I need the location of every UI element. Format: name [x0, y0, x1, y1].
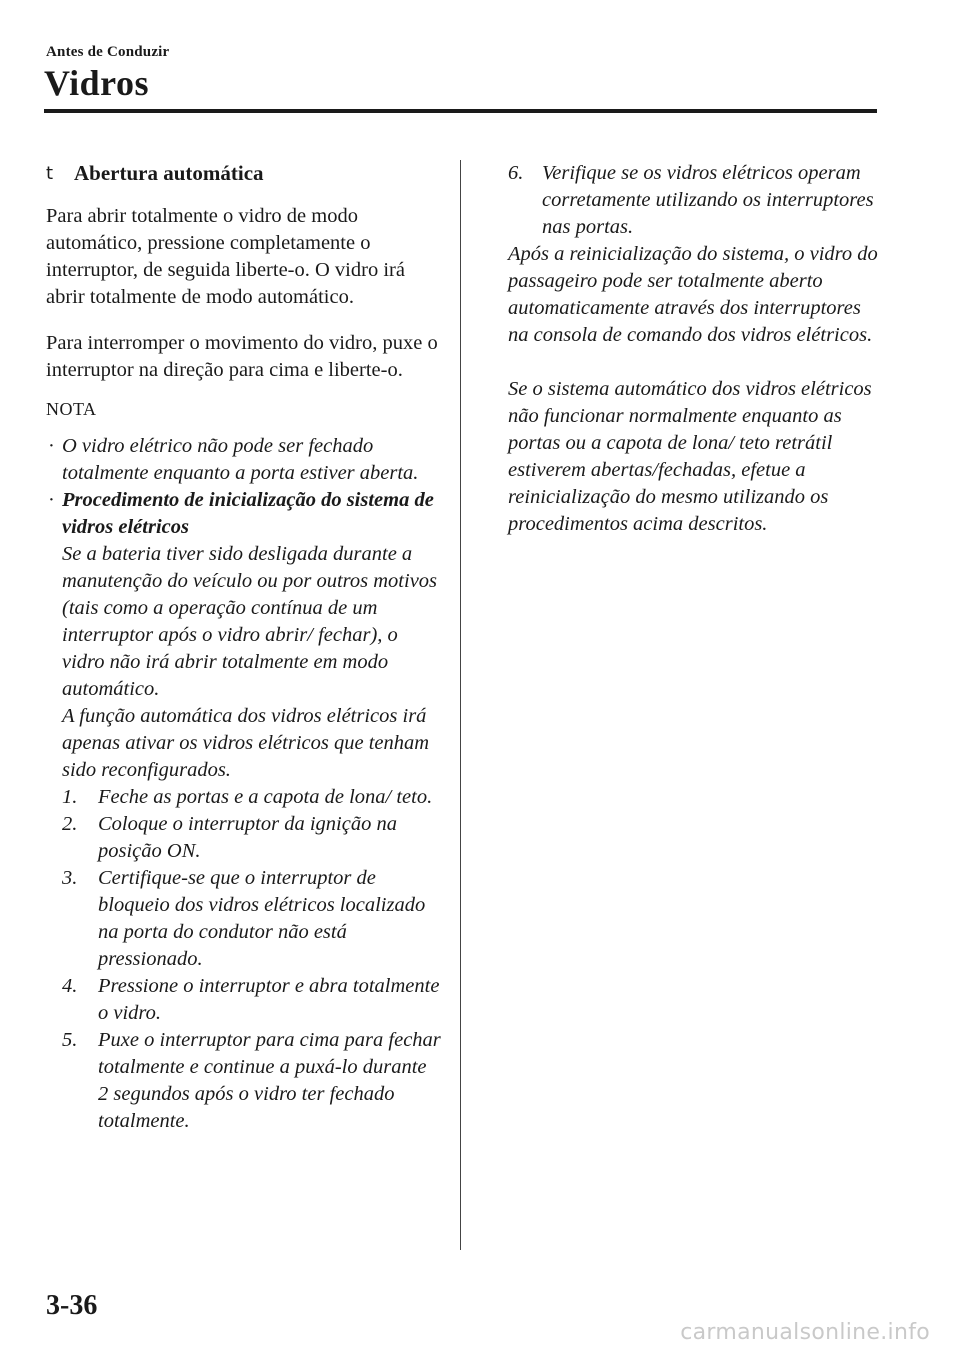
step-item: 1. Feche as portas e a capota de lona/ teto.: [62, 786, 433, 808]
step-item: 2. Coloque o interruptor da ignição na posição ON.: [62, 813, 397, 862]
bullet-icon: ·: [48, 489, 55, 511]
column-divider: [460, 160, 461, 1250]
bullet-icon: ·: [48, 435, 55, 457]
procedure-steps-continued: [508, 160, 883, 241]
left-column: [46, 160, 441, 1135]
page-number: 3-36: [46, 1290, 98, 1321]
note-procedure-title: Procedimento de inicialização do sistema de vidros elétricos: [62, 489, 434, 538]
watermark-logo: carmanualsonline.info: [680, 1320, 930, 1345]
heading-marker-icon: t: [46, 163, 54, 184]
step-item: 5. Puxe o interruptor para cima para fechar totalmente e continue a puxá-lo durante 2 segundos após o vidro ter fechado totalmente.: [62, 1029, 441, 1132]
page-title: Vidros: [44, 63, 150, 103]
note-item: [46, 487, 441, 1135]
note-text: O vidro elétrico não pode ser fechado totalmente enquanto a porta estiver aberta.: [62, 435, 419, 484]
step-item: 6. Verifique se os vidros elétricos operam corretamente utilizando os interruptores nas portas.: [508, 162, 874, 238]
heading-text: Abertura automática: [74, 161, 264, 185]
procedure-steps: [62, 784, 441, 1135]
section-heading: [46, 160, 441, 187]
step-item: 3. Certifique-se que o interruptor de bloqueio dos vidros elétricos localizado na porta do condutor não está pressionado.: [62, 867, 426, 970]
paragraph-open: Para abrir totalmente o vidro de modo automático, pressione completamente o interruptor, de seguida liberte-o. O vidro irá abrir totalmente de modo automático.: [46, 205, 405, 308]
paragraph-passenger: Após a reinicialização do sistema, o vidro do passageiro pode ser totalmente aberto automaticamente através dos interruptores na consola de comando dos vidros elétricos.: [508, 243, 878, 346]
title-rule: [44, 109, 877, 113]
note-procedure-body: Se a bateria tiver sido desligada durante a manutenção do veículo ou por outros motivos (tais como a operação contínua de um interruptor após o vidro abrir/ fechar), o vidro não irá abrir totalmente em modo automático.: [62, 543, 438, 700]
note-procedure-body: A função automática dos vidros elétricos irá apenas ativar os vidros elétricos que tenham sido reconfigurados.: [62, 705, 430, 781]
paragraph-interrupt: Para interromper o movimento do vidro, puxe o interruptor na direção para cima e liberte-o.: [46, 332, 438, 381]
step-item: 4. Pressione o interruptor e abra totalmente o vidro.: [62, 975, 440, 1024]
note-item: [46, 433, 441, 487]
section-label: Antes de Conduzir: [46, 44, 170, 60]
note-label: NOTA: [46, 399, 97, 419]
paragraph-reset: Se o sistema automático dos vidros elétricos não funcionar normalmente enquanto as portas ou a capota de lona/ teto retrátil estiverem abertas/fechadas, efetue a reinicialização do mesmo utilizando os procedimentos acima descritos.: [508, 378, 872, 535]
right-column: [508, 160, 883, 538]
